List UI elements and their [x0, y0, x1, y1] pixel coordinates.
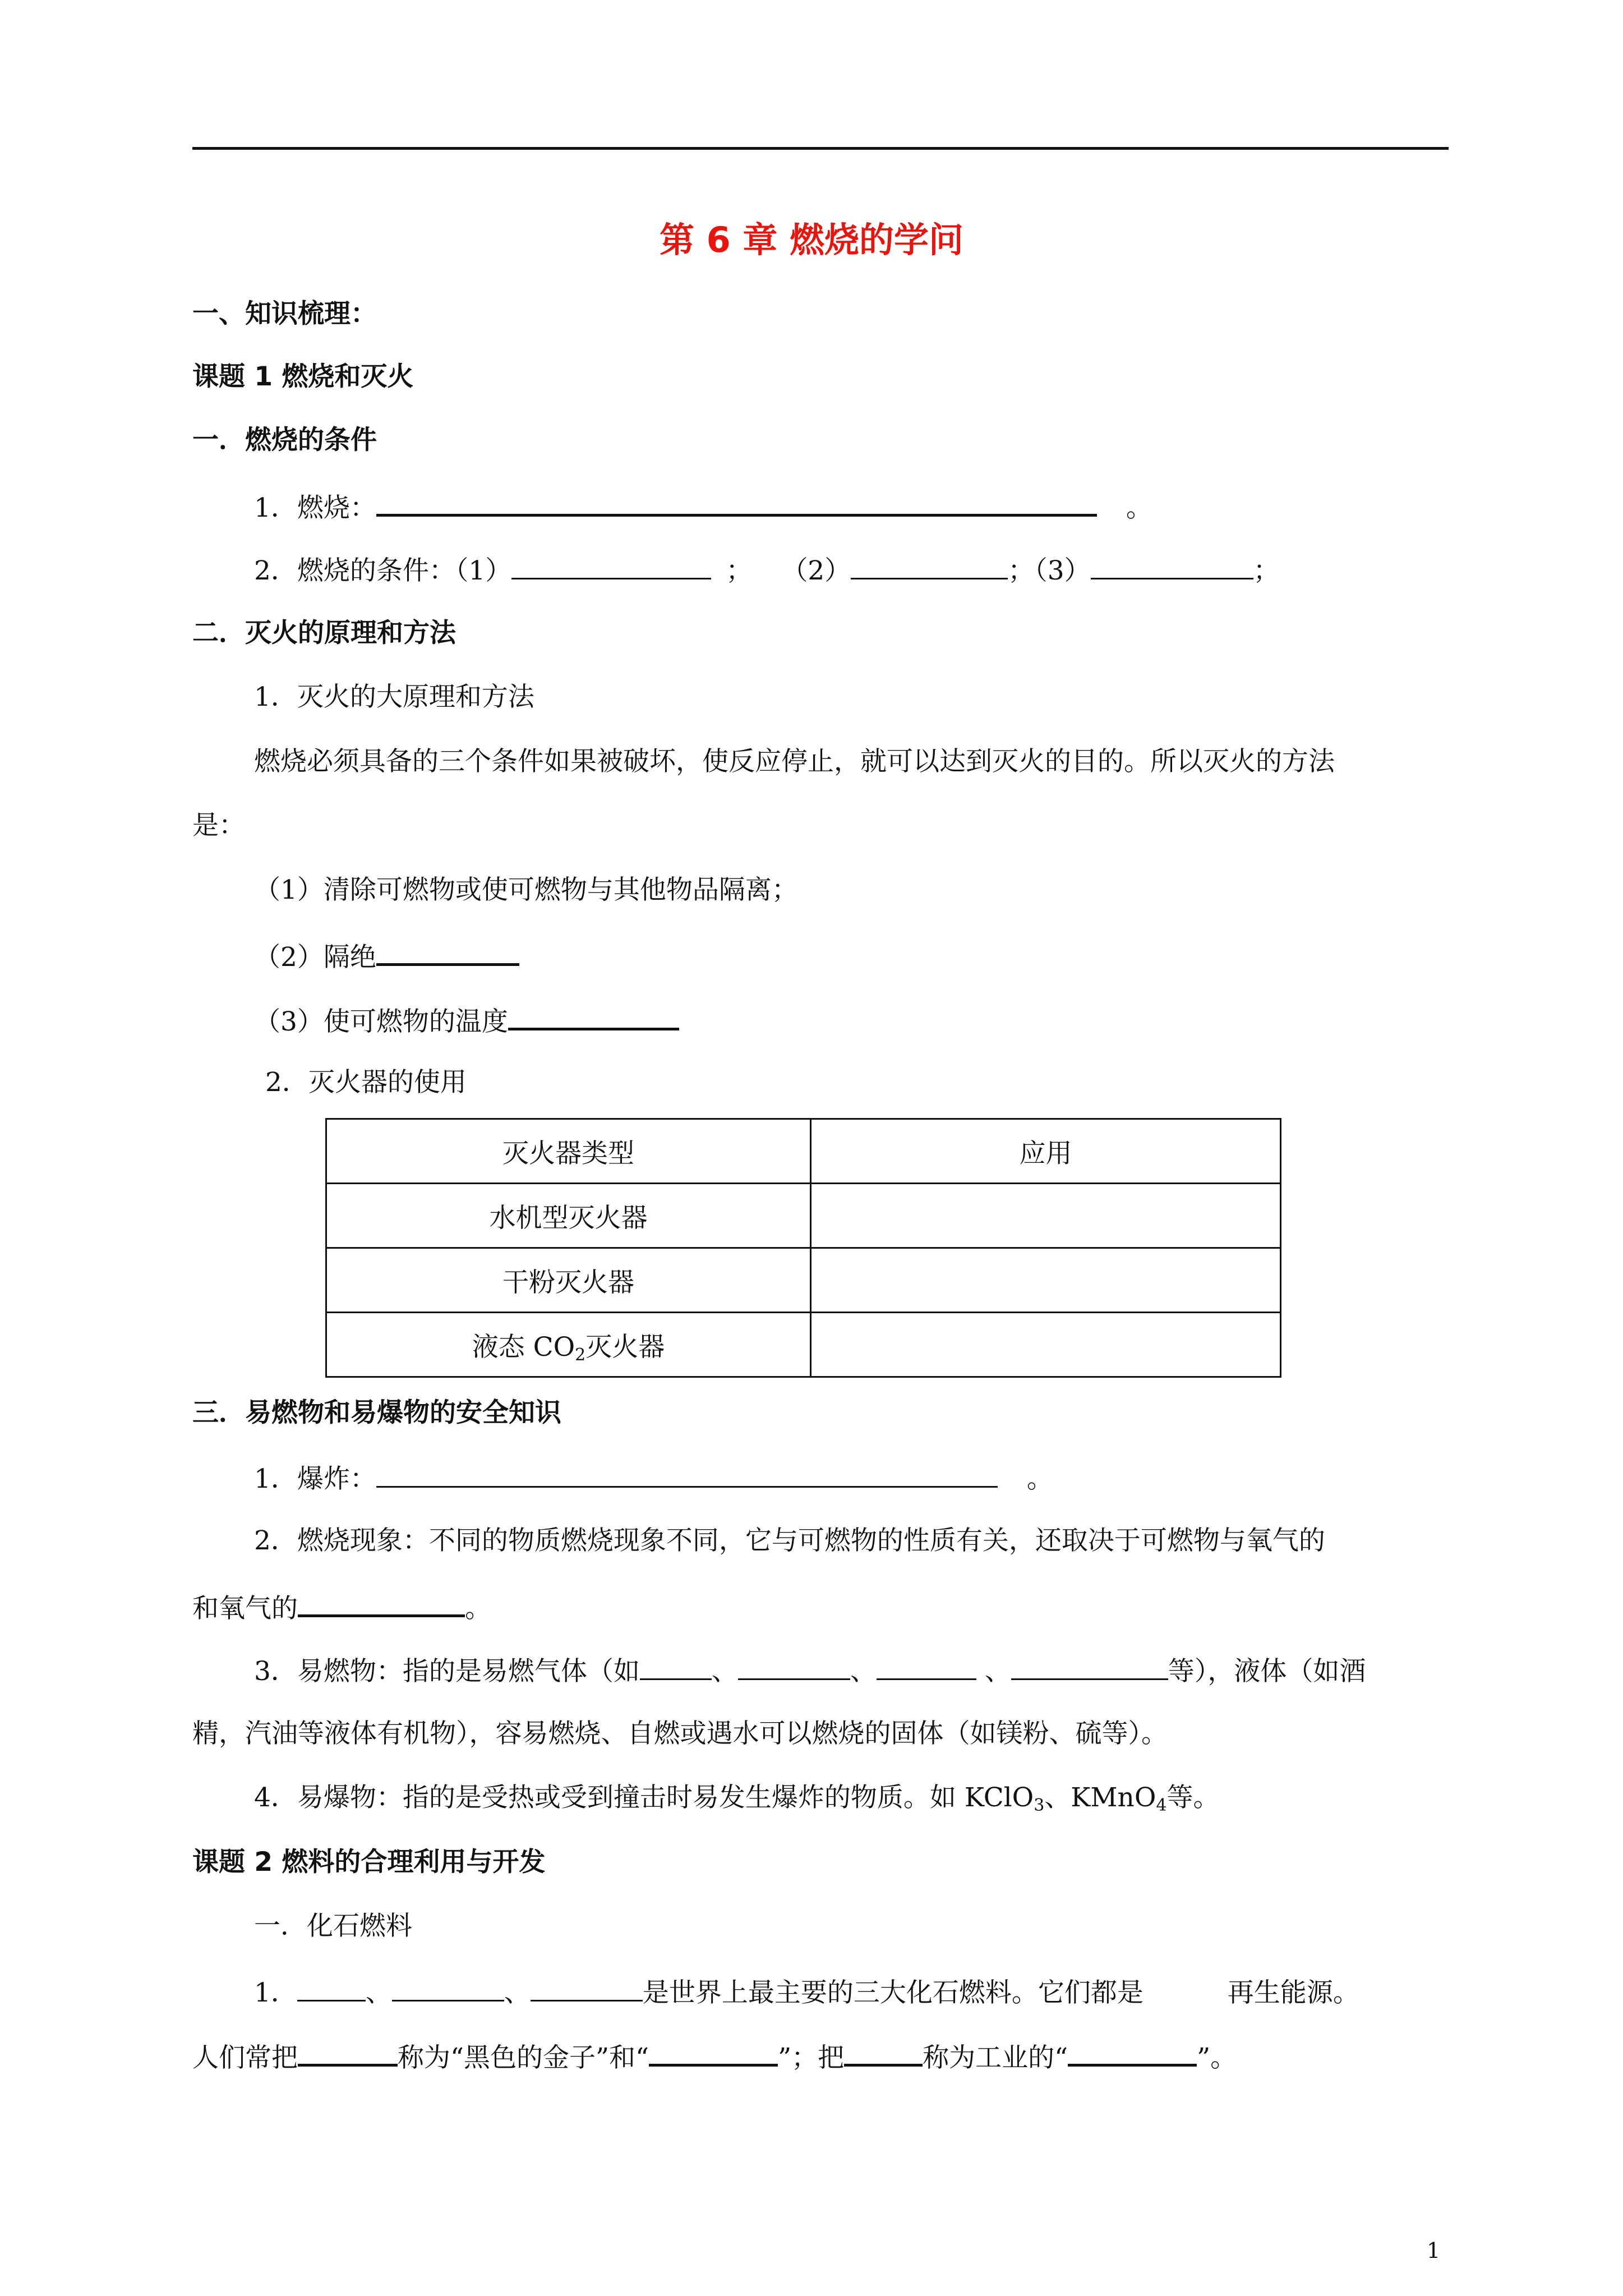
part-heading: 一．化石燃料 [254, 1911, 412, 1941]
subheading: 1．灭火的大原理和方法 [254, 682, 534, 712]
answer-blank[interactable] [640, 1653, 712, 1680]
answer-blank[interactable] [508, 1002, 679, 1030]
paragraph-continued: 是： [192, 810, 245, 841]
page-number: 1 [1427, 2238, 1441, 2263]
table-cell-answer[interactable] [811, 1313, 1281, 1377]
answer-blank[interactable] [844, 2038, 923, 2067]
answer-blank[interactable] [531, 1974, 643, 2001]
table-cell-answer[interactable] [811, 1248, 1281, 1313]
flammables: 3．易燃物：指的是易燃气体（如 、 、 、 等），液体（如酒 [192, 1653, 1449, 1688]
table-cell-answer[interactable] [811, 1184, 1281, 1248]
subheading: 2．灭火器的使用 [265, 1067, 467, 1098]
topic-heading: 课题 1 燃烧和灭火 [192, 361, 414, 392]
chapter-title: 第 6 章 燃烧的学问 [660, 219, 963, 260]
section-heading: 一、知识梳理： [192, 298, 377, 329]
answer-blank[interactable] [649, 2038, 778, 2067]
answer-blank[interactable] [1068, 2038, 1197, 2067]
part-heading: 二．灭火的原理和方法 [192, 618, 456, 648]
fossil-fuels: 1． 、 、 是世界上最主要的三大化石燃料。它们都是 再生能源。 [192, 1974, 1449, 2010]
table-header-cell: 应用 [811, 1119, 1281, 1184]
method-3: （3）使可燃物的温度 [192, 1002, 1449, 1039]
answer-blank[interactable] [1011, 1653, 1168, 1680]
topic-heading: 课题 2 燃料的合理利用与开发 [192, 1847, 546, 1878]
method-1: （1）清除可燃物或使可燃物与其他物品隔离； [254, 875, 798, 905]
explosives: 4．易爆物：指的是受热或受到撞击时易发生爆炸的物质。如 KClO$_3$、KMnO$_4$等。 [254, 1782, 1220, 1815]
answer-blank[interactable] [511, 552, 711, 579]
part-heading: 三．易燃物和易爆物的安全知识 [192, 1397, 561, 1428]
part-heading: 一．燃烧的条件 [192, 425, 377, 455]
header-rule [192, 147, 1449, 150]
table-row [326, 1313, 1281, 1377]
answer-blank[interactable] [877, 1653, 976, 1680]
answer-blank[interactable] [738, 1653, 850, 1680]
answer-blank[interactable] [297, 1974, 366, 2001]
table-row [326, 1184, 1281, 1248]
table-header-cell: 灭火器类型 [326, 1119, 811, 1184]
method-2: （2）隔绝 [192, 937, 1449, 974]
table-row [326, 1248, 1281, 1313]
answer-blank[interactable] [1091, 552, 1253, 579]
combustion-phenomenon-continued: 和氧气的 。 [192, 1589, 1449, 1626]
combustion-phenomenon: 2．燃烧现象：不同的物质燃烧现象不同，它与可燃物的性质有关，还取决于可燃物与氧气的 [254, 1525, 1325, 1556]
answer-blank[interactable] [392, 1974, 504, 2001]
table-cell: 干粉灭火器 [326, 1248, 811, 1313]
fossil-fuels-continued: 人们常把 称为“黑色的金子”和“ ”；把 称为工业的“ ”。 [192, 2038, 1449, 2075]
answer-blank[interactable] [376, 1460, 998, 1488]
table-cell: 水机型灭火器 [326, 1184, 811, 1248]
table-header-row [326, 1119, 1281, 1184]
answer-blank[interactable] [298, 2038, 398, 2067]
extinguisher-table [325, 1118, 1281, 1378]
explosion-definition: 1．爆炸： 。 [192, 1460, 1449, 1496]
combustion-conditions: 2．燃烧的条件：（1） ； （2） ；（3） ； [192, 552, 1449, 588]
paragraph: 燃烧必须具备的三个条件如果被破坏，使反应停止，就可以达到灭火的目的。所以灭火的方法 [254, 746, 1335, 777]
answer-blank[interactable] [376, 937, 519, 966]
answer-blank[interactable] [376, 488, 1097, 517]
combustion-definition: 1．燃烧： 。 [192, 488, 1449, 525]
flammables-continued: 精，汽油等液体有机物），容易燃烧、自燃或遇水可以燃烧的固体（如镁粉、硫等）。 [192, 1718, 1168, 1749]
table-cell: 液态 $CO_2$灭火器 [326, 1313, 811, 1377]
answer-blank[interactable] [851, 552, 1008, 579]
answer-blank[interactable] [298, 1589, 465, 1617]
